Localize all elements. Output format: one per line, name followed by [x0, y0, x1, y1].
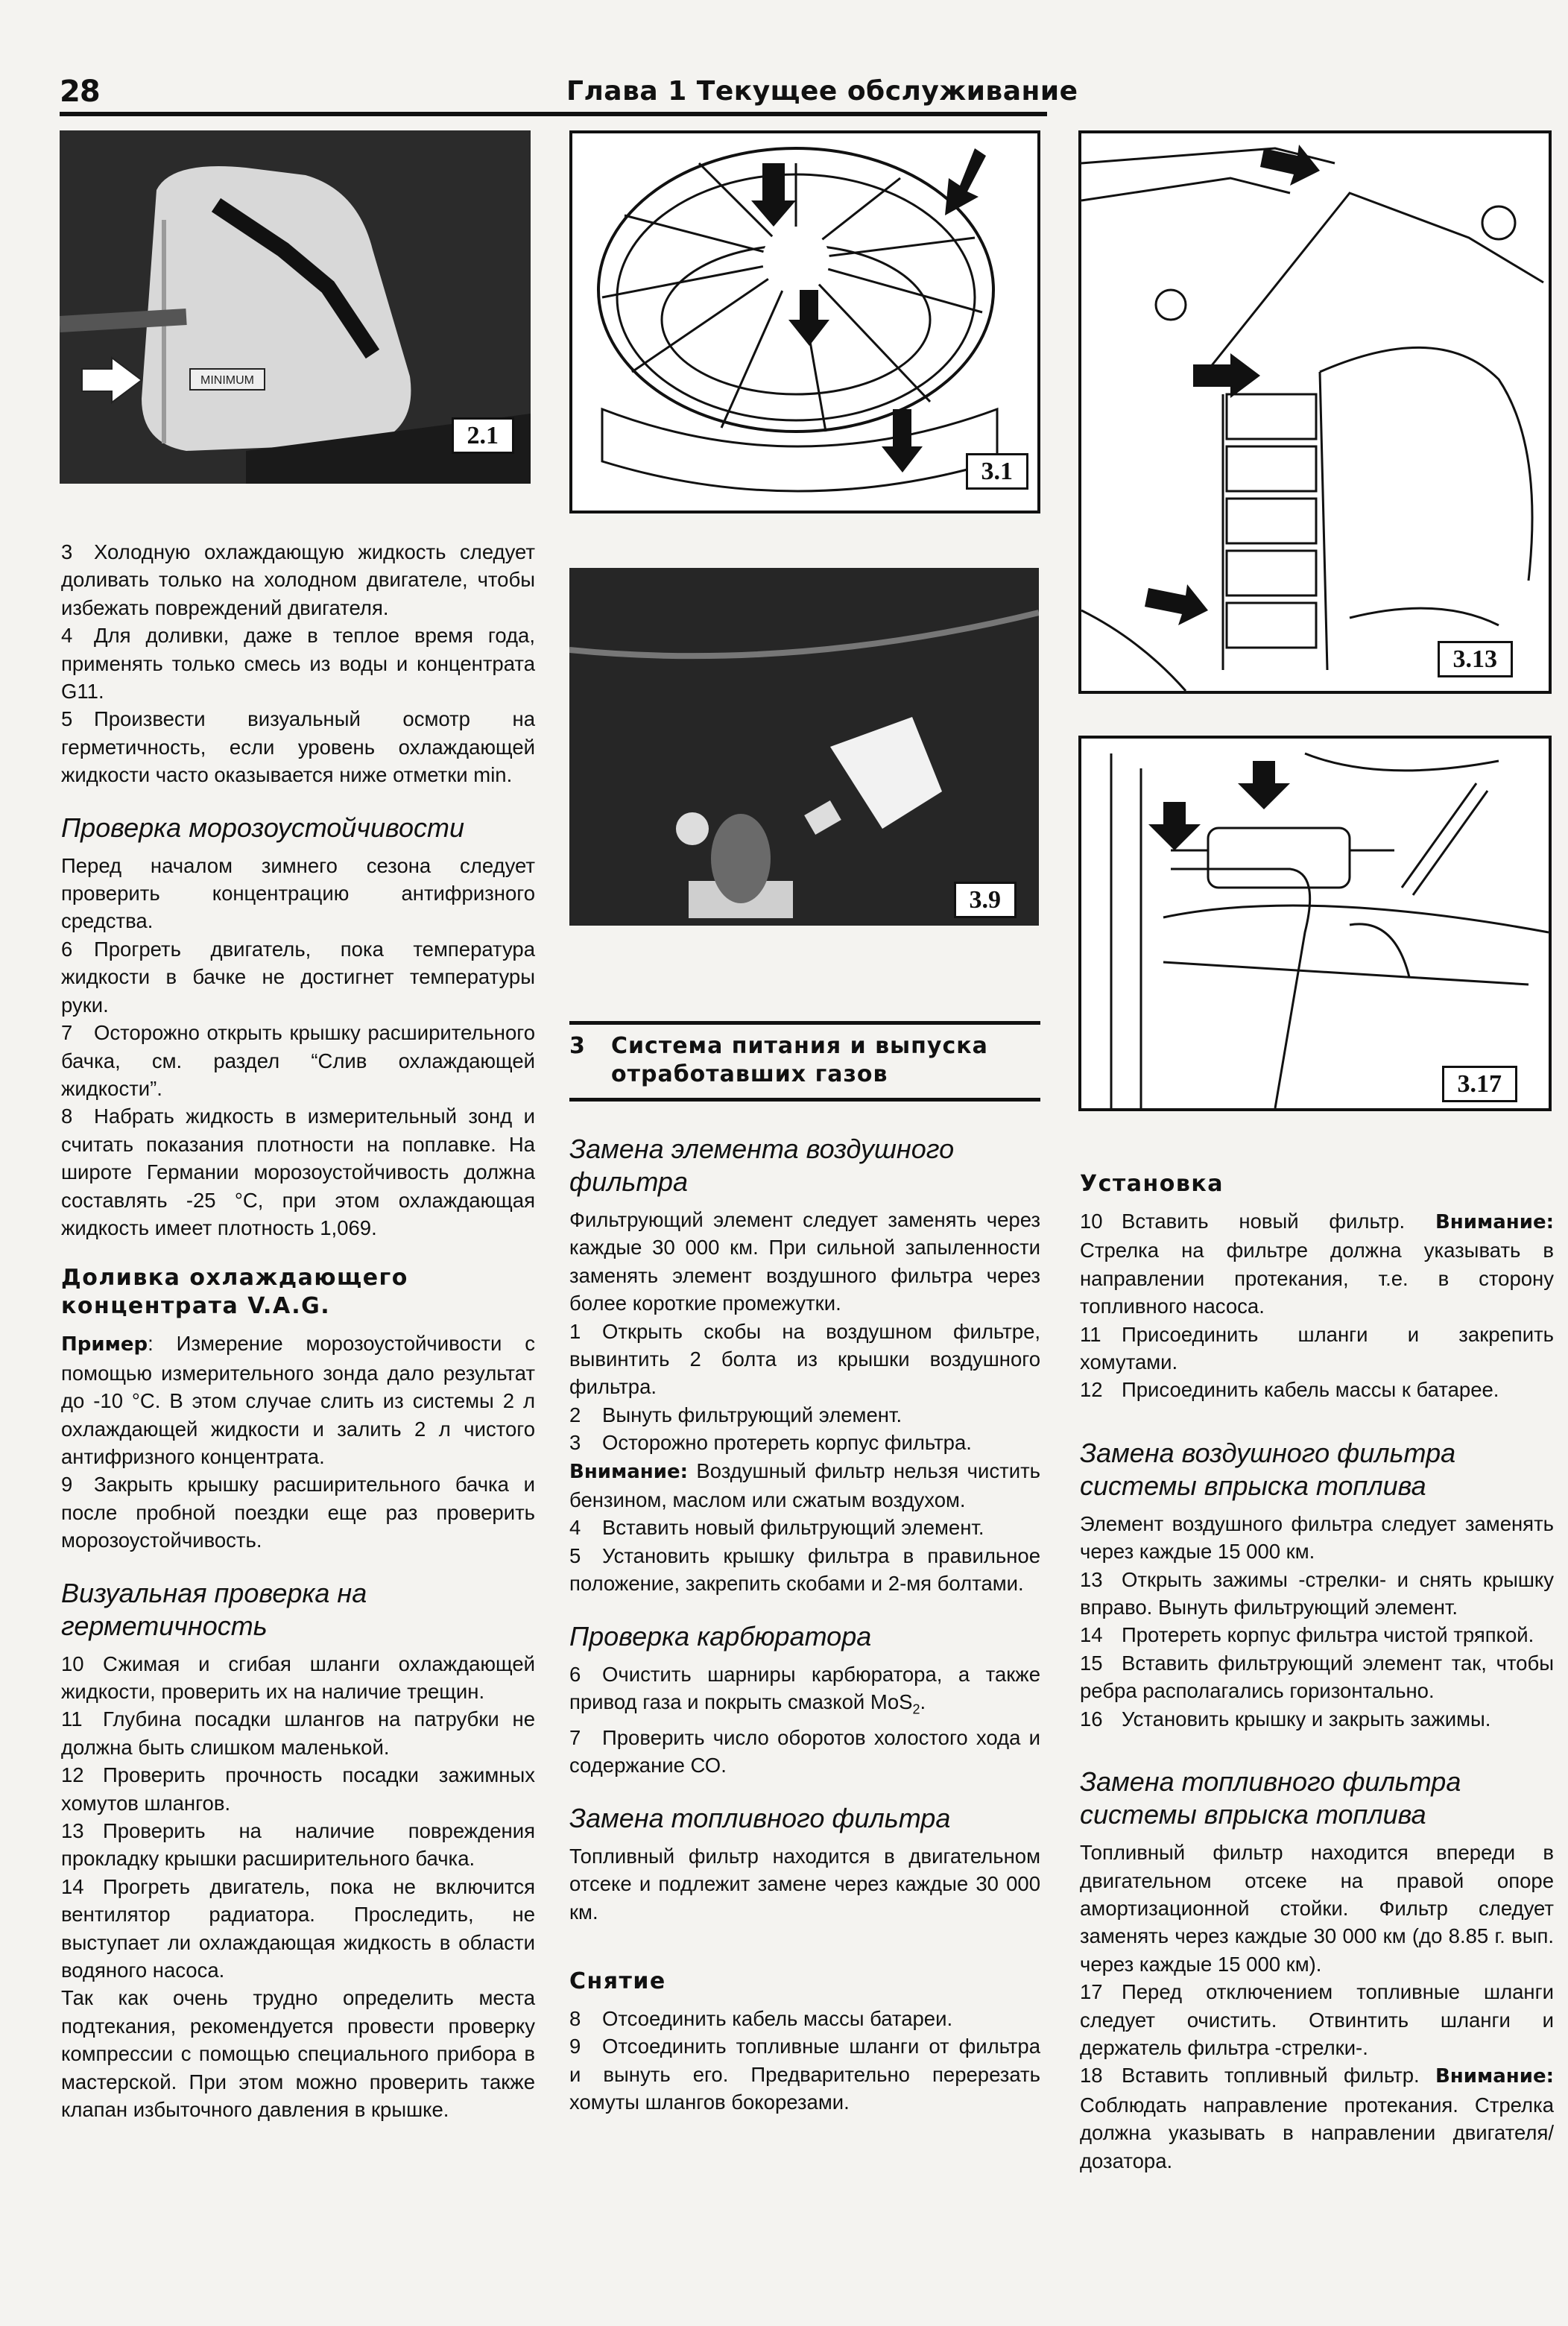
step-text: Холодную охлаждающую жидкость следует доливать только на холодном двигателе, чтобы избежать повреждений двигателя.	[61, 540, 535, 619]
example-text: : Измерение морозоустойчивости с помощью измерительного зонда дало результат до -10 °С. В этом случае слить из системы 2 л охлаждающей жидкости и залить 2 л чистого антифризного концентрата.	[61, 1332, 535, 1468]
subheading: Снятие	[569, 1968, 666, 1995]
paragraph	[61, 1817, 535, 1873]
paragraph	[61, 1650, 535, 1706]
step-number: 14	[61, 1874, 84, 1898]
step-number: 11	[1080, 1322, 1101, 1346]
step-number: 10	[61, 1652, 84, 1675]
step-text: Набрать жидкость в измерительный зонд и считать показания плотности на поплавке. На широте Германии морозоустойчивость должна составлять -25 °С, при этом охлаждающая жидкость имеет плотность 1,069.	[61, 1104, 535, 1239]
step-text: Присоединить кабель массы к батарее.	[1122, 1378, 1499, 1402]
paragraph	[1080, 1566, 1554, 1622]
step-text: Вставить новый фильтрующий элемент.	[602, 1516, 984, 1540]
step-number: 6	[61, 937, 73, 961]
figure-label: 3.17	[1442, 1066, 1518, 1102]
paragraph	[1080, 1321, 1554, 1377]
subheading: Визуальная проверка на герметичность	[61, 1577, 367, 1641]
step-number: 17	[1080, 1980, 1103, 2004]
step-number: 18	[1080, 2064, 1103, 2088]
paragraph	[1080, 2061, 1554, 2175]
paragraph	[1080, 1621, 1554, 1649]
paragraph	[61, 622, 535, 705]
step-number: 3	[569, 1431, 581, 1455]
attention-label: Внимание:	[1435, 2065, 1554, 2088]
step-text: Стрелка на фильтре должна указывать в направлении протекания, т.е. в сторону топливного насоса.	[1080, 1239, 1554, 1318]
example-label: Пример	[61, 1333, 148, 1356]
paragraph: Топливный фильтр находится в двигательном отсеке и подлежит замене через каждые 30 000 км.	[569, 1844, 1040, 1924]
arrow-icon	[945, 148, 986, 215]
step-number: 12	[61, 1763, 84, 1787]
paragraph: Фильтрующий элемент следует заменять через каждые 30 000 км. При сильной запыленности заменять элемент воздушного фильтра через более короткие промежутки.	[569, 1208, 1040, 1315]
attention-label: Внимание:	[1435, 1211, 1554, 1233]
step-text: Вставить топливный фильтр.	[1122, 2064, 1435, 2088]
step-number: 2	[569, 1403, 581, 1426]
section-heading	[569, 1021, 1040, 1102]
subscript: 2	[912, 1701, 920, 1717]
injection-fuel-filter-drawing	[1081, 739, 1549, 1108]
step-text: Вынуть фильтрующий элемент.	[602, 1403, 902, 1426]
step-text: Прогреть двигатель, пока температура жидкости в бачке не достигнет температуры руки.	[61, 937, 535, 1017]
step-number: 5	[569, 1543, 581, 1567]
paragraph	[569, 1457, 1040, 1514]
paragraph	[569, 1318, 1040, 1401]
chapter-title: Глава 1 Текущее обслуживание	[566, 76, 1078, 107]
arrow-icon	[1193, 353, 1260, 398]
middle-column	[569, 1103, 1040, 2117]
step-text: Установить крышку фильтра в правильное положение, закрепить скобами и 2-мя болтами.	[569, 1543, 1040, 1596]
injection-air-filter-drawing	[1081, 133, 1549, 691]
arrow-icon	[1238, 761, 1290, 809]
subheading: Установка	[1080, 1171, 1224, 1197]
step-text: Перед отключением топливные шланги следует очистить. Отвинтить шланги и держатель фильтра -стрелки-.	[1080, 1980, 1554, 2059]
paragraph	[569, 1514, 1040, 1541]
paragraph	[61, 705, 535, 788]
subheading: Замена воздушного фильтра системы впрыска топлива	[1080, 1437, 1456, 1501]
step-number: 10	[1080, 1210, 1103, 1233]
step-text: Прогреть двигатель, пока не включится вентилятор радиатора. Проследить, не выступает ли охлаждающая жидкость в области водяного насоса.	[61, 1874, 535, 1982]
paragraph	[569, 1401, 1040, 1429]
step-text: Открыть скобы на воздушном фильтре, вывинтить 2 болта из крышки воздушного фильтра.	[569, 1319, 1040, 1399]
paragraph	[569, 1724, 1040, 1780]
subheading: Доливка охлаждающего концентрата V.A.G.	[61, 1265, 408, 1320]
minimum-tag: MINIMUM	[200, 374, 254, 387]
step-text: Открыть зажимы -стрелки- и снять крышку вправо. Вынуть фильтрующий элемент.	[1080, 1567, 1554, 1619]
paragraph	[1080, 1705, 1554, 1733]
paragraph	[569, 2005, 1040, 2032]
step-text: Отсоединить кабель массы батареи.	[602, 2007, 953, 2031]
step-text: Глубина посадки шлангов на патрубки не должна быть слишком маленькой.	[61, 1707, 535, 1759]
figure-label: 3.13	[1438, 641, 1514, 677]
paragraph	[61, 1102, 535, 1242]
step-text: Присоединить шланги и закрепить хомутами.	[1080, 1322, 1554, 1374]
left-column	[61, 538, 535, 2124]
step-text: Закрыть крышку расширительного бачка и после пробной поездки еще раз проверить морозоустойчивость.	[61, 1473, 535, 1552]
paragraph	[61, 1705, 535, 1761]
step-text: Очистить шарниры карбюратора, а также привод газа и покрыть смазкой MoS	[569, 1662, 1040, 1714]
figure-label: 3.1	[966, 453, 1029, 490]
section-title: Система питания и выпуска отработавших газов	[611, 1033, 988, 1087]
paragraph	[61, 1330, 535, 1470]
step-number: 1	[569, 1319, 581, 1343]
arrow-icon	[1148, 802, 1201, 850]
subheading: Проверка карбюратора	[569, 1620, 872, 1652]
subheading: Замена элемента воздушного фильтра	[569, 1134, 955, 1197]
step-text: Протереть корпус фильтра чистой тряпкой.	[1122, 1623, 1534, 1647]
attention-label: Внимание:	[569, 1460, 689, 1483]
paragraph: Перед началом зимнего сезона следует проверить концентрацию антифризного средства.	[61, 853, 535, 933]
step-text: Произвести визуальный осмотр на герметичность, если уровень охлаждающей жидкости часто оказывается ниже отметки min.	[61, 707, 535, 787]
step-text: Для доливки, даже в теплое время года, применять только смесь из воды и концентрата G11.	[61, 624, 535, 704]
step-number: 4	[61, 624, 73, 648]
paragraph	[1080, 1649, 1554, 1705]
step-text: Осторожно протереть корпус фильтра.	[602, 1431, 972, 1455]
figure-3-1	[569, 130, 1040, 513]
step-text: Проверить число оборотов холостого хода и содержание СО.	[569, 1726, 1040, 1777]
figure-label: 2.1	[452, 417, 515, 454]
paragraph	[61, 935, 535, 1019]
paragraph	[61, 1019, 535, 1102]
step-number: 9	[569, 2035, 581, 2058]
paragraph	[1080, 1207, 1554, 1321]
paragraph	[1080, 1376, 1554, 1403]
arrow-icon	[1145, 584, 1208, 625]
step-number: 8	[569, 2007, 581, 2031]
step-number: 3	[61, 540, 73, 563]
figure-3-9	[569, 568, 1039, 926]
step-number: 7	[61, 1021, 73, 1045]
step-text: Отсоединить топливные шланги от фильтра и вынуть его. Предварительно перерезать хомуты шлангов бокорезами.	[569, 2035, 1040, 2114]
paragraph	[61, 1470, 535, 1554]
step-number: 5	[61, 707, 73, 731]
paragraph	[61, 538, 535, 622]
figure-3-13	[1078, 130, 1552, 694]
step-text-end: .	[920, 1690, 926, 1714]
step-text: Установить крышку и закрыть зажимы.	[1122, 1707, 1491, 1731]
page-number: 28	[60, 75, 100, 109]
step-number: 13	[1080, 1567, 1103, 1591]
paragraph	[569, 1429, 1040, 1456]
section-number: 3	[569, 1033, 586, 1059]
subheading: Проверка морозоустойчивости	[61, 812, 465, 843]
step-number: 16	[1080, 1707, 1103, 1731]
step-number: 13	[61, 1819, 84, 1843]
right-column	[1080, 1148, 1554, 2175]
paragraph	[569, 1660, 1040, 1724]
paragraph	[569, 2032, 1040, 2116]
step-number: 4	[569, 1516, 581, 1540]
paragraph	[1080, 1978, 1554, 2061]
paragraph	[569, 1542, 1040, 1598]
step-text: Проверить на наличие повреждения прокладку крышки расширительного бачка.	[61, 1819, 535, 1871]
paragraph	[61, 1761, 535, 1817]
step-text: Соблюдать направление протекания. Стрелка должна указывать в направлении двигателя/дозатора.	[1080, 2093, 1554, 2172]
step-number: 11	[61, 1707, 83, 1731]
step-text: Осторожно открыть крышку расширительного бачка, см. раздел “Слив охлаждающей жидкости”.	[61, 1021, 535, 1100]
step-text: Проверить прочность посадки зажимных хомутов шлангов.	[61, 1763, 535, 1815]
step-text: Вставить фильтрующий элемент так, чтобы ребра располагались горизонтально.	[1080, 1651, 1554, 1703]
figure-3-17	[1078, 736, 1552, 1111]
subheading: Замена топливного фильтра системы впрыска топлива	[1080, 1766, 1461, 1830]
step-number: 6	[569, 1662, 581, 1686]
step-number: 12	[1080, 1378, 1103, 1402]
step-number: 7	[569, 1726, 581, 1749]
step-number: 9	[61, 1473, 73, 1497]
paragraph: Элемент воздушного фильтра следует заменять через каждые 15 000 км.	[1080, 1511, 1554, 1564]
step-number: 14	[1080, 1623, 1103, 1647]
header-rule	[60, 112, 1047, 116]
fuel-filter-photo	[569, 568, 1039, 926]
figure-label: 3.9	[954, 882, 1017, 918]
step-number: 15	[1080, 1651, 1103, 1675]
attention-text: Воздушный фильтр нельзя чистить бензином, маслом или сжатым воздухом.	[569, 1459, 1040, 1512]
paragraph: Так как очень трудно определить места подтекания, рекомендуется провести проверку компрессии с помощью специального прибора в мастерской. При этом можно проверить также клапан избыточного давления в крышке.	[61, 1986, 535, 2122]
step-number: 8	[61, 1104, 73, 1128]
step-text: Сжимая и сгибая шланги охлаждающей жидкости, проверить их на наличие трещин.	[61, 1652, 535, 1703]
step-text: Вставить новый фильтр.	[1122, 1210, 1435, 1233]
paragraph	[61, 1873, 535, 1985]
subheading: Замена топливного фильтра	[569, 1802, 951, 1833]
paragraph: Топливный фильтр находится впереди в двигательном отсеке на правой опоре амортизационной стойки. Фильтр следует заменять через каждые 30 000 км (до 8.85 г. вып. через каждые 15 000 км).	[1080, 1841, 1554, 1976]
figure-2-1	[60, 130, 531, 484]
arrow-icon	[1260, 145, 1320, 186]
